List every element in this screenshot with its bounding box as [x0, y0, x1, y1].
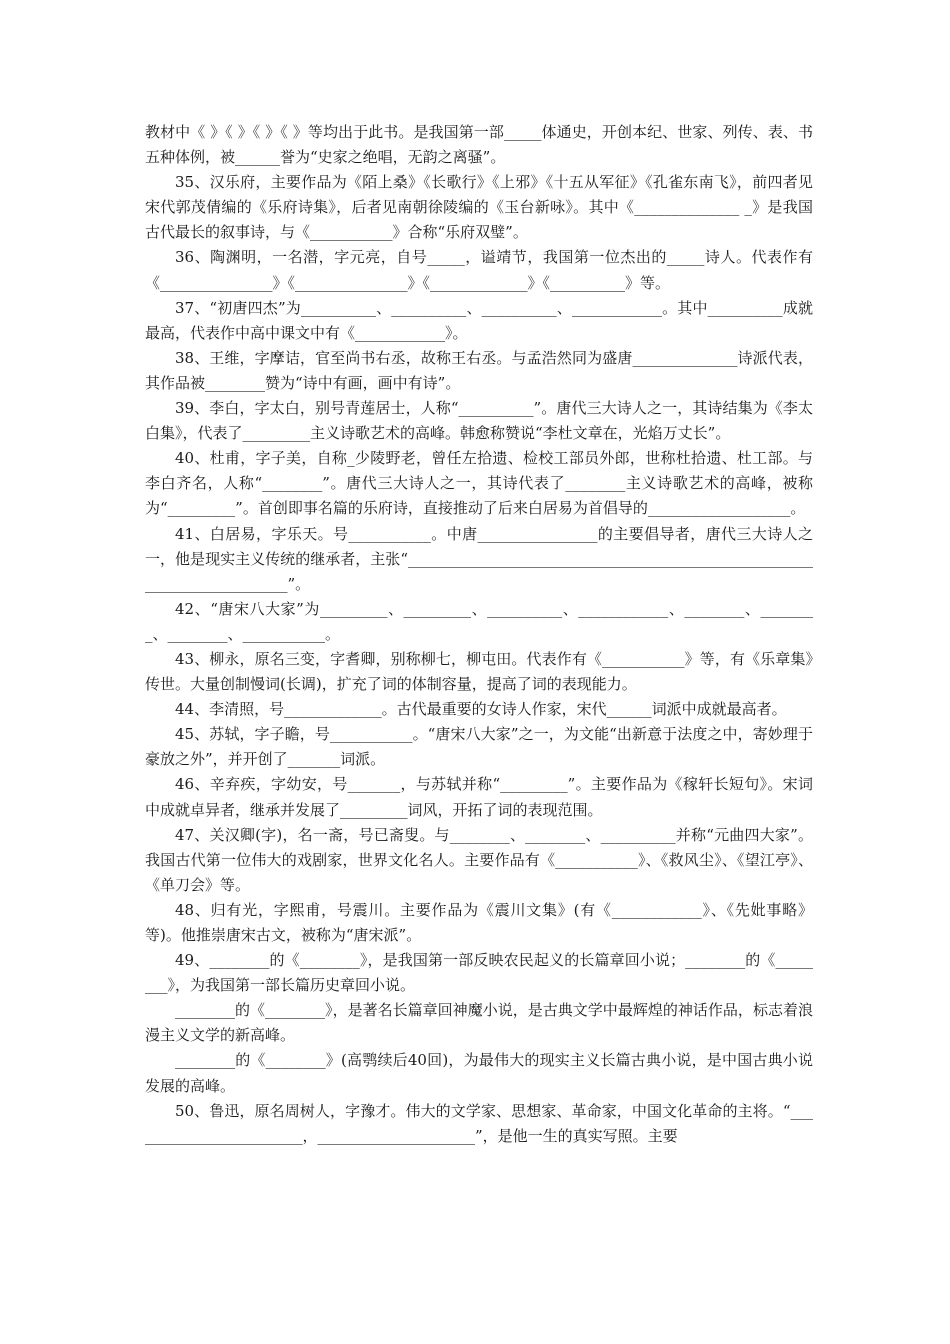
paragraph-47: 47、关汉卿(字)，名一斋，号已斋叟。与________、________、__________并称“元曲四大家”。我国古代第一位伟大的戏剧家，世界文化名人。主要作品有《___________》、《救风尘》、《望江亭》、《单刀会》等。 [145, 825, 813, 894]
paragraph-43: 43、柳永，原名三变，字耆卿，别称柳七，柳屯田。代表作有《___________》等，有《乐章集》传世。大量创制慢词(长调)，扩充了词的体制容量，提高了词的表现能力。 [145, 649, 813, 694]
paragraph-41: 41、白居易，字乐天。号___________。中唐________________的主要倡导者，唐代三大诗人之一，他是现实主义传统的继承者，主张“_________________________________________________________________________”。 [145, 524, 813, 593]
paragraph-40: 40、杜甫，字子美，自称_少陵野老，曾任左拾遗、检校工部员外郎，世称杜拾遗、杜工部。与李白齐名，人称“________”。唐代三大诗人之一，其诗代表了________主义诗歌艺术的高峰，被称为“_________”。首创即事名篇的乐府诗，直接推动了后来白居易为首倡导的___________________。 [145, 449, 813, 518]
paragraph-46: 46、辛弃疾，字幼安，号_______，与苏轼并称“_________”。主要作品为《稼轩长短句》。宋词中成就卓异者，继承并发展了_________词风，开拓了词的表现范围。 [145, 775, 813, 819]
paragraph-38: 38、王维，字摩诘，官至尚书右丞，故称王右丞。与孟浩然同为盛唐______________诗派代表，其作品被________赞为“诗中有画，画中有诗”。 [145, 348, 813, 392]
document-page [145, 120, 813, 1149]
paragraph-34-continued: 教材中《 》《 》《 》《 》等均出于此书。是我国第一部_____体通史，开创本纪、世家、列传、表、书五种体例，被______誉为“史家之绝唱，无韵之离骚”。 [145, 123, 813, 167]
paragraph-36: 36、陶渊明，一名潜，字元亮，自号_____，谥靖节，我国第一位杰出的_____诗人。代表作有《_______________》《_______________》《_____________》《__________》等。 [145, 248, 813, 292]
paragraph-49: 49、________的《________》，是我国第一部反映农民起义的长篇章回小说；________的《________》，为我国第一部长篇历史章回小说。 [145, 951, 813, 995]
paragraph-42: 42、“唐宋八大家”为_________、_________、__________、____________、________、________、________、___________。 [145, 599, 813, 643]
paragraph-37: 37、“初唐四杰”为__________、__________、__________、____________。其中__________成就最高，代表作中高中课文中有《____________》。 [145, 298, 813, 342]
paragraph-50: 50、鲁迅，原名周树人，字豫才。伟大的文学家、思想家、革命家，中国文化革命的主将。“________________________，_____________________”，是他一生的真实写照。主要 [145, 1101, 813, 1145]
paragraph-39: 39、李白，字太白，别号青莲居士，人称“__________”。唐代三大诗人之一，其诗结集为《李太白集》，代表了_________主义诗歌艺术的高峰。韩愈称赞说“李杜文章在，光焰万丈长”。 [145, 399, 813, 443]
paragraph-49-red-chamber: ________的《________》(高鹗续后40回)，为最伟大的现实主义长篇古典小说，是中国古典小说发展的高峰。 [145, 1051, 813, 1095]
paragraph-44: 44、李清照，号_____________。古代最重要的女诗人作家，宋代______词派中成就最高者。 [175, 700, 787, 719]
paragraph-45: 45、苏轼，字子瞻，号___________。“唐宋八大家”之一，为文能“出新意于法度之中，寄妙理于豪放之外”，并开创了_______词派。 [145, 725, 813, 769]
paragraph-48: 48、归有光，字熙甫，号震川。主要作品为《震川文集》(有《____________》、《先妣事略》等)。他推崇唐宋古文，被称为“唐宋派”。 [145, 900, 813, 944]
paragraph-49-journey-west: ________的《________》，是著名长篇章回神魔小说，是古典文学中最辉煌的神话作品，标志着浪漫主义文学的新高峰。 [145, 1001, 813, 1045]
paragraph-35: 35、汉乐府，主要作品为《陌上桑》《长歌行》《上邪》《十五从军征》《孔雀东南飞》，前四者见宋代郭茂倩编的《乐府诗集》，后者见南朝徐陵编的《玉台新咏》。其中《______________ _》是我国古代最长的叙事诗，与《___________》合称“乐府双璧”。 [145, 173, 813, 242]
